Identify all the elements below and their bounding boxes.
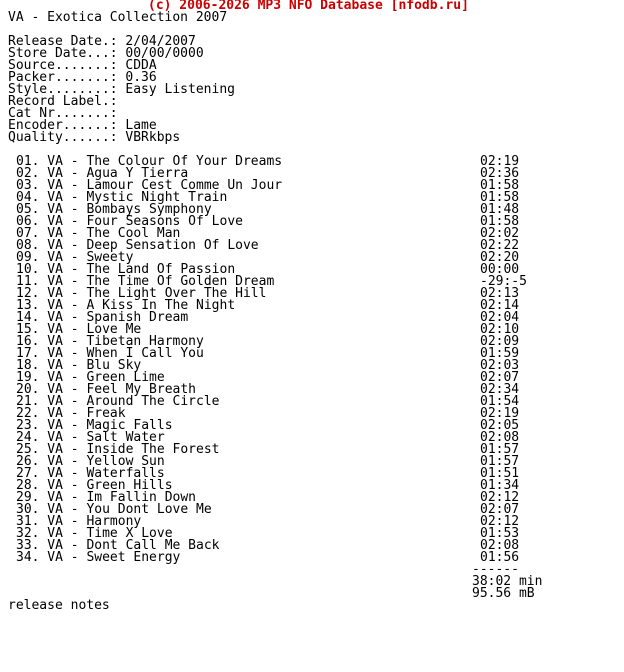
summary-separator: ------ <box>472 562 519 577</box>
info-encoder: Encoder......: Lame <box>8 118 157 133</box>
track-duration: 02:04 <box>480 310 520 325</box>
track-duration: 02:05 <box>480 418 520 433</box>
track-duration: 01:54 <box>480 394 520 409</box>
track-duration: 01:51 <box>480 466 520 481</box>
track-duration: 02:02 <box>480 226 520 241</box>
info-cat-nr: Cat Nr.......: <box>8 106 118 121</box>
track-title: 11. VA - The Time Of Golden Dream <box>16 274 275 289</box>
track-duration: 02:12 <box>480 514 520 529</box>
track-title: 23. VA - Magic Falls <box>16 418 173 433</box>
track-duration: 02:14 <box>480 298 520 313</box>
track-title: 12. VA - The Light Over The Hill <box>16 286 267 301</box>
track-duration: 02:19 <box>480 406 520 421</box>
track-title: 02. VA - Agua Y Tierra <box>16 166 189 181</box>
track-duration: 02:19 <box>480 154 520 169</box>
track-duration: 02:08 <box>480 430 520 445</box>
track-duration: 01:58 <box>480 214 520 229</box>
track-duration: 02:20 <box>480 250 520 265</box>
track-duration: 01:59 <box>480 346 520 361</box>
track-title: 29. VA - Im Fallin Down <box>16 490 197 505</box>
track-title: 08. VA - Deep Sensation Of Love <box>16 238 259 253</box>
track-duration: 01:58 <box>480 178 520 193</box>
track-title: 06. VA - Four Seasons Of Love <box>16 214 243 229</box>
track-title: 34. VA - Sweet Energy <box>16 550 181 565</box>
track-duration: 01:53 <box>480 526 520 541</box>
track-duration: 02:34 <box>480 382 520 397</box>
track-title: 10. VA - The Land Of Passion <box>16 262 236 277</box>
track-title: 14. VA - Spanish Dream <box>16 310 189 325</box>
track-duration: 02:03 <box>480 358 520 373</box>
track-title: 31. VA - Harmony <box>16 514 142 529</box>
info-quality: Quality......: VBRkbps <box>8 130 181 145</box>
site-banner-link[interactable]: (c) 2006-2026 MP3 NFO Database [nfodb.ru] <box>148 0 469 13</box>
info-source: Source.......: CDDA <box>8 58 157 73</box>
track-title: 01. VA - The Colour Of Your Dreams <box>16 154 283 169</box>
track-title: 27. VA - Waterfalls <box>16 466 165 481</box>
track-duration: 01:34 <box>480 478 520 493</box>
track-duration: 00:00 <box>480 262 520 277</box>
track-title: 19. VA - Green Lime <box>16 370 165 385</box>
release-title: VA - Exotica Collection 2007 <box>8 10 228 25</box>
track-duration: 01:57 <box>480 454 520 469</box>
track-title: 07. VA - The Cool Man <box>16 226 181 241</box>
track-title: 28. VA - Green Hills <box>16 478 173 493</box>
track-title: 04. VA - Mystic Night Train <box>16 190 228 205</box>
total-size: 95.56 mB <box>472 586 535 601</box>
track-duration: 02:36 <box>480 166 520 181</box>
track-title: 09. VA - Sweety <box>16 250 134 265</box>
info-style: Style........: Easy Listening <box>8 82 235 97</box>
total-time: 38:02 min <box>472 574 543 589</box>
track-title: 03. VA - Lamour Cest Comme Un Jour <box>16 178 283 193</box>
track-title: 32. VA - Time X Love <box>16 526 173 541</box>
track-title: 26. VA - Yellow Sun <box>16 454 165 469</box>
track-duration: 02:12 <box>480 490 520 505</box>
track-duration: 01:56 <box>480 550 520 565</box>
track-title: 30. VA - You Dont Love Me <box>16 502 212 517</box>
track-title: 25. VA - Inside The Forest <box>16 442 220 457</box>
track-duration: 02:09 <box>480 334 520 349</box>
track-duration: 02:08 <box>480 538 520 553</box>
track-title: 22. VA - Freak <box>16 406 126 421</box>
track-duration: 01:57 <box>480 442 520 457</box>
track-duration: 01:58 <box>480 190 520 205</box>
track-title: 17. VA - When I Call You <box>16 346 204 361</box>
track-duration: 02:10 <box>480 322 520 337</box>
track-title: 18. VA - Blu Sky <box>16 358 142 373</box>
info-packer: Packer.......: 0.36 <box>8 70 157 85</box>
track-title: 33. VA - Dont Call Me Back <box>16 538 220 553</box>
track-title: 16. VA - Tibetan Harmony <box>16 334 204 349</box>
track-title: 05. VA - Bombays Symphony <box>16 202 212 217</box>
track-duration: 02:22 <box>480 238 520 253</box>
release-notes-heading: release notes <box>8 598 110 613</box>
track-row <box>16 552 616 564</box>
track-title: 15. VA - Love Me <box>16 322 142 337</box>
track-title: 20. VA - Feel My Breath <box>16 382 197 397</box>
track-title: 13. VA - A Kiss In The Night <box>16 298 236 313</box>
track-duration: 02:07 <box>480 370 520 385</box>
track-title: 24. VA - Salt Water <box>16 430 165 445</box>
track-duration: 02:07 <box>480 502 520 517</box>
info-release-date: Release Date.: 2/04/2007 <box>8 34 196 49</box>
track-title: 21. VA - Around The Circle <box>16 394 220 409</box>
info-store-date: Store Date...: 00/00/0000 <box>8 46 204 61</box>
track-duration: 01:48 <box>480 202 520 217</box>
track-duration: 02:13 <box>480 286 520 301</box>
track-duration: -29:-5 <box>480 274 527 289</box>
info-record-label: Record Label.: <box>8 94 118 109</box>
